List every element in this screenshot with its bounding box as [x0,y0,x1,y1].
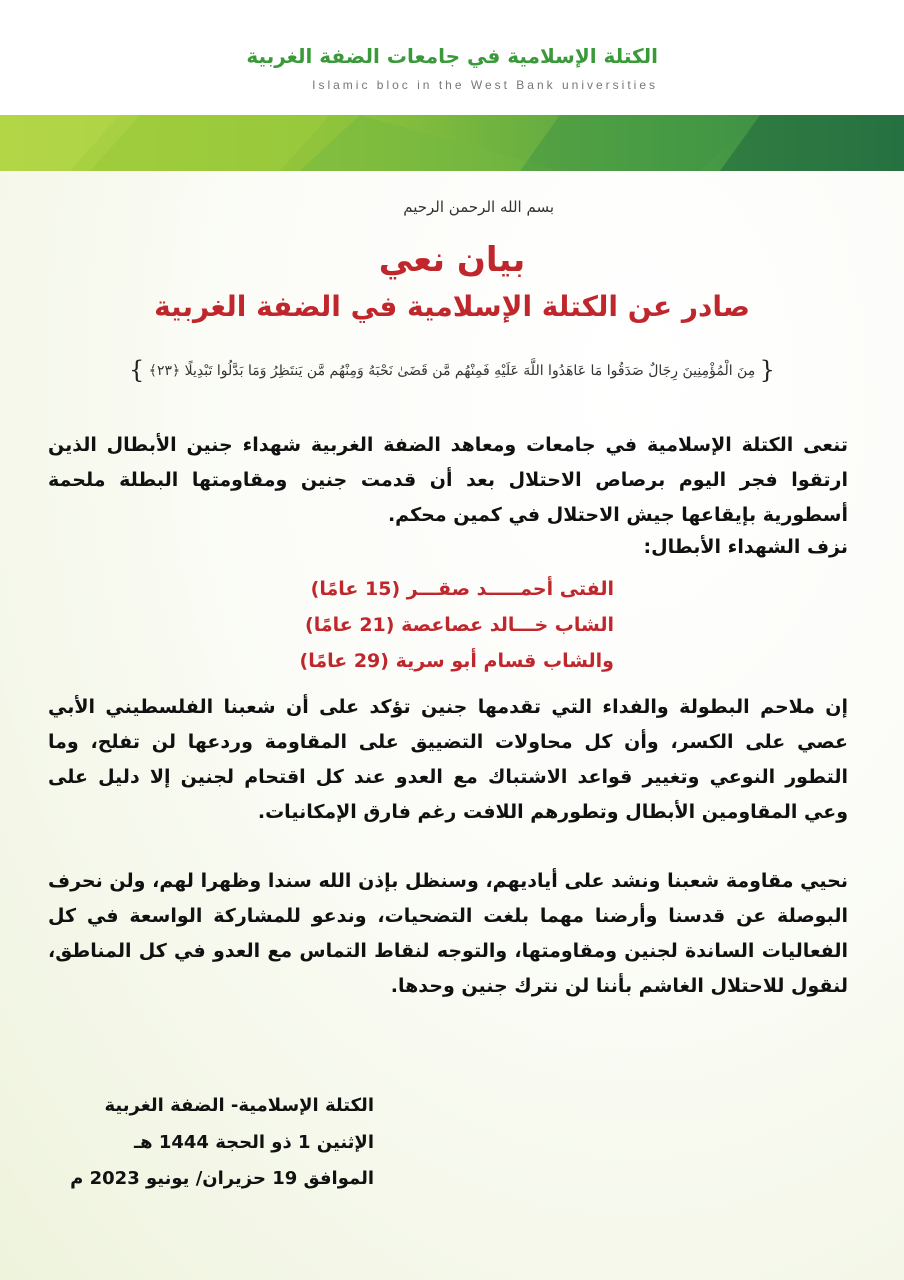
band-decoration [0,115,904,171]
org-name-english: Islamic bloc in the West Bank universities [312,78,658,92]
header-green-band [0,115,904,171]
band-shape-3 [300,115,560,171]
statement-title: بيان نعي [378,240,526,280]
paragraph-call-to-action: نحيي مقاومة شعبنا ونشد على أياديهم، وسنظل بإذن الله سندا وظهرا لهم، ولن نحرف البوصلة عن قدسنا وأرضنا مهما بلغت التضحيات، وندعو للمشاركة الواسعة في كل الفعاليات الساندة لجنين ومقاومتها، والتوجه لنقاط التماس مع العدو في كل المناطق، لنقول للاحتلال الغاشم بأننا لن نترك جنين وحدها. [48,870,848,997]
letterhead [0,0,904,115]
martyrs-heading: نزف الشهداء الأبطال: [643,536,848,558]
basmala: بسم الله الرحمن الرحيم [403,198,554,216]
martyr-item: والشاب قسام أبو سرية (29 عامًا) [299,650,614,672]
signature-hijri-date: الإثنين 1 ذو الحجة 1444 هـ [133,1132,374,1153]
paragraph-heroism: إن ملاحم البطولة والفداء التي تقدمها جنين تؤكد على أن شعبنا الفلسطيني الأبي عصي على الكسر، وأن كل محاولات التضييق على المقاومة وردعها لن تفلح، وما التطور النوعي وتغيير قواعد الاشتباك مع العدو عند كل اقتحام لجنين إلا دليل على وعي المقاومين الأبطال وتطورهم اللافت رغم فارق الإمكانيات. [48,696,848,823]
martyr-item: الشاب خـــالد عصاعصة (21 عامًا) [305,614,614,636]
band-shape-4 [520,115,760,171]
verse-text: مِنَ الْمُؤْمِنِينَ رِجَالٌ صَدَقُوا مَا عَاهَدُوا اللَّهَ عَلَيْهِ فَمِنْهُم مَّن قَضَىٰ نَحْبَهُ وَمِنْهُم مَّن يَنتَظِرُ وَمَا بَدَّلُوا تَبْدِيلًا ﴿٢٣﴾ [148,363,756,379]
verse-open-bracket: { [759,356,775,384]
paragraph-mourning: تنعى الكتلة الإسلامية في جامعات ومعاهد الضفة الغربية شهداء جنين الأبطال الذين ارتقوا فجر اليوم برصاص الاحتلال بعد أن قدمت جنين ومقاومتها البطلة ملحمة أسطورية بإيقاعها جيش الاحتلال في كمين محكم. [48,434,848,526]
verse-close-bracket: } [129,356,145,384]
signature-organization: الكتلة الإسلامية- الضفة الغربية [104,1095,374,1116]
statement-subtitle: صادر عن الكتلة الإسلامية في الضفة الغربية [154,290,750,323]
signature-gregorian-date: الموافق 19 حزيران/ يونيو 2023 م [70,1168,374,1189]
org-name-arabic: الكتلة الإسلامية في جامعات الضفة الغربية [246,44,658,68]
quran-verse [100,356,804,386]
martyr-item: الفتى أحمـــــد صقـــر (15 عامًا) [310,578,614,600]
